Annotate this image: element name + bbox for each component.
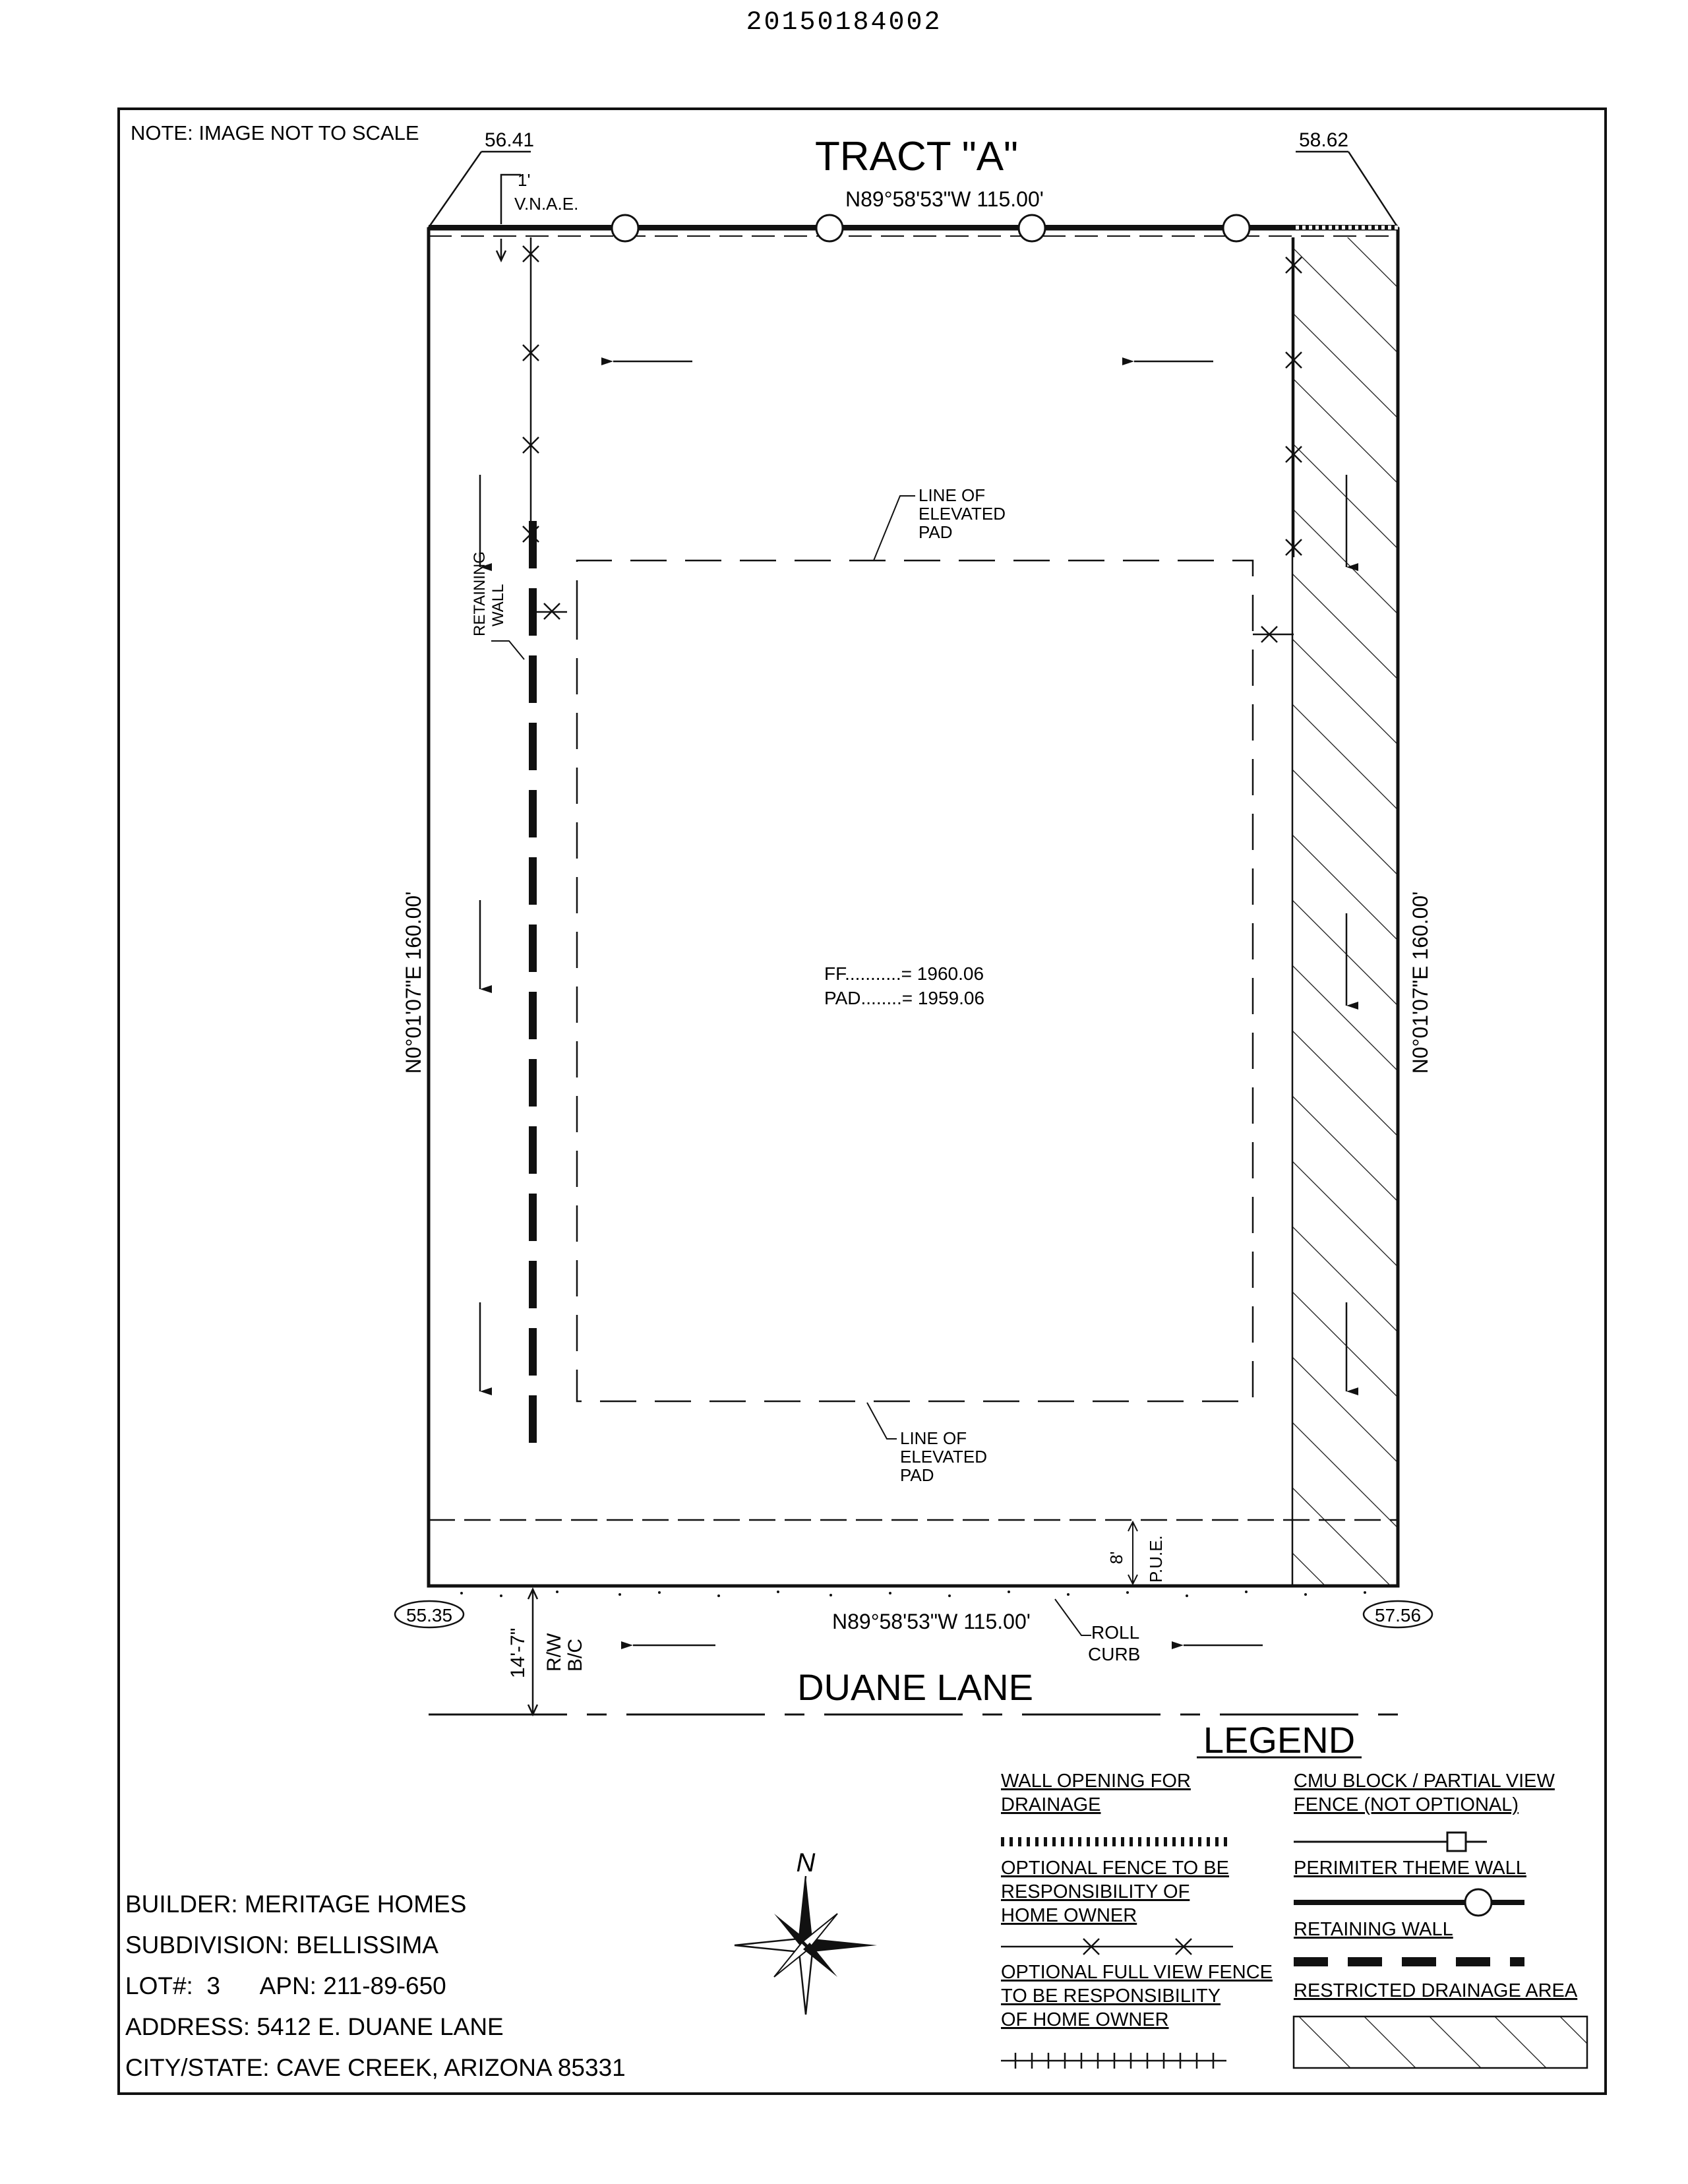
document-number: 20150184002 — [746, 8, 942, 38]
info-subdivision: SUBDIVISION: BELLISSIMA — [125, 1931, 438, 1958]
legend-perimeter-wall-symbol — [1294, 1889, 1524, 1916]
legend-full-view-fence-symbol — [1001, 2053, 1226, 2069]
elevation-top-right: 58.62 — [1299, 129, 1349, 151]
vnae-label: V.N.A.E. — [514, 194, 579, 214]
right-of-way-label: R/W — [543, 1633, 565, 1672]
pue-label: P.U.E. — [1146, 1535, 1166, 1583]
bearing-left: N0°01'07"E 160.00' — [402, 891, 425, 1074]
vnae-dimension: 1' — [518, 170, 531, 190]
pad-label-bottom-1: LINE OF — [900, 1428, 967, 1448]
elevation-bottom-left: 55.35 — [406, 1605, 453, 1625]
legend-optional-fence-symbol — [1001, 1939, 1233, 1955]
elevation-top-left: 56.41 — [485, 129, 535, 151]
elevation-bottom-right: 57.56 — [1374, 1605, 1422, 1625]
info-lot-apn: LOT#: 3 APN: 211-89-650 — [125, 1972, 446, 1999]
legend-full-view-fence-2: TO BE RESPONSIBILITY — [1001, 1986, 1221, 2007]
pue-dimension: 8' — [1106, 1551, 1126, 1564]
retaining-wall-label-2: WALL — [489, 584, 507, 626]
legend — [1001, 1771, 1587, 2069]
pad-elevation: PAD........= 1959.06 — [824, 988, 985, 1008]
legend-retaining-wall: RETAINING WALL — [1294, 1919, 1453, 1940]
bearing-top: N89°58'53"W 115.00' — [845, 187, 1044, 211]
scale-note: NOTE: IMAGE NOT TO SCALE — [131, 121, 419, 144]
info-builder: BUILDER: MERITAGE HOMES — [125, 1891, 467, 1918]
legend-restricted-drainage: RESTRICTED DRAINAGE AREA — [1294, 1980, 1578, 2001]
street-name: DUANE LANE — [797, 1666, 1033, 1708]
legend-optional-fence-3: HOME OWNER — [1001, 1905, 1137, 1926]
legend-restricted-drainage-symbol — [1294, 2017, 1587, 2068]
retaining-wall-label-1: RETAINING — [471, 551, 489, 636]
pad-label-top-3: PAD — [919, 522, 953, 542]
leader-line — [429, 152, 481, 228]
pad-label-bottom-2: ELEVATED — [900, 1447, 987, 1467]
pad-label-bottom-3: PAD — [900, 1465, 934, 1485]
legend-cmu-block-2: FENCE (NOT OPTIONAL) — [1294, 1794, 1519, 1815]
legend-optional-fence-1: OPTIONAL FENCE TO BE — [1001, 1858, 1229, 1879]
restricted-drainage-area — [1292, 237, 1398, 1586]
legend-cmu-block-symbol — [1294, 1833, 1487, 1851]
legend-wall-opening-2: DRAINAGE — [1001, 1794, 1101, 1815]
finished-floor-elevation: FF...........= 1960.06 — [824, 963, 984, 984]
legend-title: LEGEND — [1203, 1719, 1356, 1761]
pad-label-top-2: ELEVATED — [919, 504, 1006, 524]
info-address: ADDRESS: 5412 E. DUANE LANE — [125, 2013, 504, 2040]
legend-perimeter-wall: PERIMITER THEME WALL — [1294, 1858, 1526, 1879]
roll-curb-label-2: CURB — [1088, 1644, 1141, 1664]
legend-full-view-fence-1: OPTIONAL FULL VIEW FENCE — [1001, 1962, 1273, 1983]
legend-cmu-block-1: CMU BLOCK / PARTIAL VIEW — [1294, 1771, 1555, 1792]
back-of-curb-label: B/C — [564, 1638, 586, 1672]
roll-curb-texture — [460, 1591, 1366, 1597]
legend-full-view-fence-3: OF HOME OWNER — [1001, 2009, 1169, 2030]
north-arrow-icon — [735, 1876, 877, 2015]
bearing-right: N0°01'07"E 160.00' — [1408, 891, 1432, 1074]
bearing-bottom: N89°58'53"W 115.00' — [832, 1610, 1031, 1633]
leader-line — [1348, 152, 1398, 228]
legend-optional-fence-2: RESPONSIBILITY OF — [1001, 1881, 1190, 1902]
info-city-state: CITY/STATE: CAVE CREEK, ARIZONA 85331 — [125, 2054, 626, 2081]
pad-label-top-1: LINE OF — [919, 485, 986, 505]
project-info — [125, 1891, 626, 2081]
tract-label: TRACT "A" — [814, 134, 1019, 179]
north-label: N — [796, 1848, 816, 1877]
setback-dimension: 14'-7" — [507, 1627, 529, 1678]
legend-wall-opening-1: WALL OPENING FOR — [1001, 1771, 1191, 1792]
roll-curb-label-1: ROLL — [1091, 1622, 1140, 1643]
